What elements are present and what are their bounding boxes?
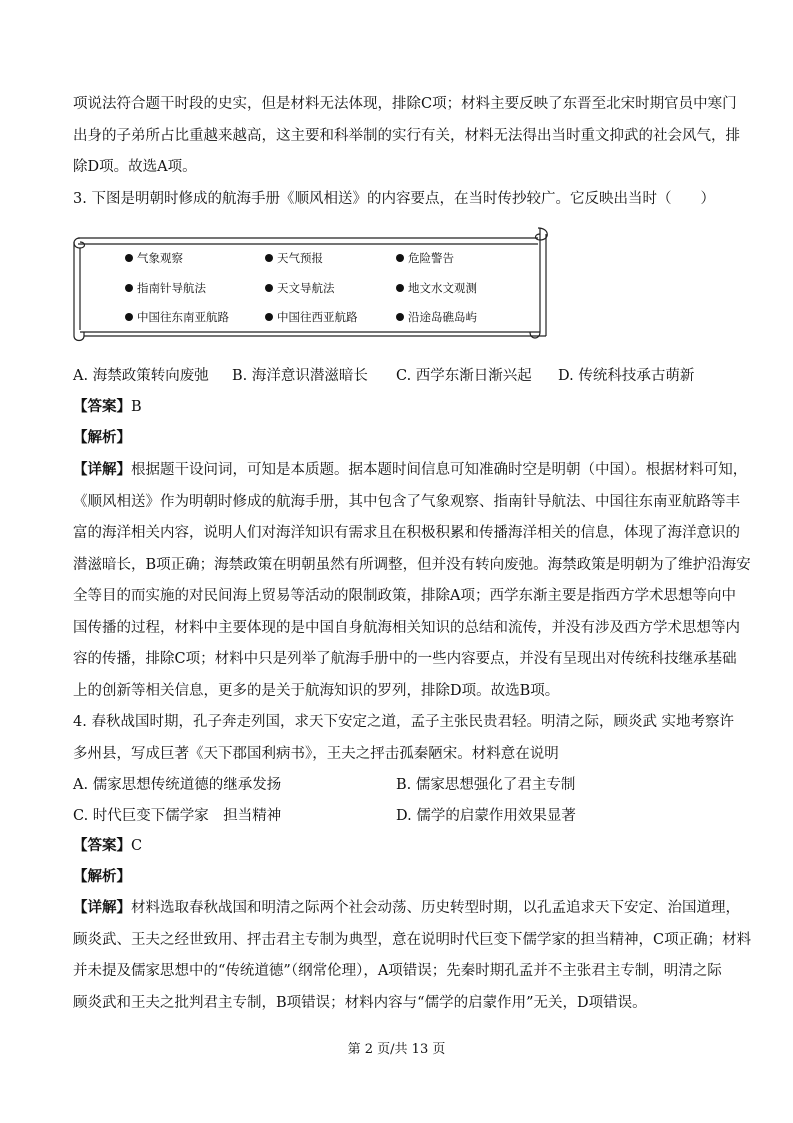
answer-tag: 【答案】 bbox=[73, 399, 131, 415]
intro-line: 项说法符合题干时段的史实，但是材料无法体现，排除C项；材料主要反映了东晋至北宋时期官员中寒门 bbox=[73, 96, 737, 112]
detail-line: 容的传播，排除C项；材料中只是列举了航海手册中的一些内容要点，并没有呈现出对传统科技继承基础 bbox=[73, 651, 737, 667]
intro-line: 除D项。故选A项。 bbox=[73, 159, 197, 175]
answer-value: B bbox=[131, 399, 142, 415]
bullet-icon bbox=[396, 254, 404, 262]
scroll-item: 中国往西亚航路 bbox=[265, 309, 358, 325]
detail-line: 富的海洋相关内容，说明人们对海洋知识有需求且在积极积累和传播海洋相关的信息，体现了海洋意识的 bbox=[73, 525, 740, 541]
detail-line: 潜滋暗长，B项正确；海禁政策在明朝虽然有所调整，但并没有转向废弛。海禁政策是明朝为了维护沿海安 bbox=[73, 557, 751, 573]
detail-tag: 【详解】 bbox=[73, 462, 131, 478]
detail-tag: 【详解】 bbox=[73, 900, 131, 916]
bullet-icon bbox=[396, 313, 404, 321]
detail-line: 上的创新等相关信息，更多的是关于航海知识的罗列，排除D项。故选B项。 bbox=[73, 683, 560, 699]
scroll-item: 气象观察 bbox=[125, 250, 183, 266]
option-c: C. 西学东渐日渐兴起 bbox=[396, 368, 532, 384]
page-footer: 第 2 页/共 13 页 bbox=[347, 1042, 446, 1057]
question-3-stem: 3. 下图是明朝时修成的航海手册《顺风相送》的内容要点，在当时传抄较广。它反映出当时（ ） bbox=[73, 191, 715, 207]
bullet-icon bbox=[125, 254, 133, 262]
detail-line: 【详解】材料选取春秋战国和明清之际两个社会动荡、历史转型时期，以孔孟追求天下安定、治国道理， bbox=[73, 900, 740, 916]
detail-line: 全等目的而实施的对民间海上贸易等活动的限制政策，排除A项；西学东渐主要是指西方学术思想等向中 bbox=[73, 588, 736, 604]
detail-line: 国传播的过程，材料中主要体现的是中国自身航海相关知识的总结和流传，并没有涉及西方学术思想等内 bbox=[73, 620, 740, 636]
detail-line: 并未提及儒家思想中的“传统道德”（纲常伦理），A项错误；先秦时期孔孟并不主张君主专制，明清之际 bbox=[73, 963, 722, 979]
option-b: B. 儒家思想强化了君主专制 bbox=[396, 777, 576, 793]
answer-line bbox=[73, 397, 723, 417]
bullet-icon bbox=[265, 313, 273, 321]
option-a: A. 海禁政策转向废弛 bbox=[73, 368, 209, 384]
scroll-item: 中国往东南亚航路 bbox=[125, 309, 229, 325]
answer-value: C bbox=[131, 838, 143, 854]
answer-tag: 【答案】 bbox=[73, 838, 131, 854]
analysis-tag: 【解析】 bbox=[73, 430, 131, 446]
detail-line: 【详解】根据题干设问词，可知是本质题。据本题时间信息可知准确时空是明朝（中国）。根据材料可知， bbox=[73, 462, 748, 478]
option-a: A. 儒家思想传统道德的继承发扬 bbox=[73, 777, 282, 793]
question-4-stem: 多州县，写成巨著《天下郡国利病书》，王夫之抨击孤秦陋宋。材料意在说明 bbox=[73, 746, 559, 762]
option-d: D. 儒学的启蒙作用效果显著 bbox=[396, 808, 576, 824]
scroll-item: 天文导航法 bbox=[265, 280, 335, 296]
answer-line bbox=[73, 836, 723, 856]
detail-line: 顾炎武、王夫之经世致用、抨击君主专制为典型，意在说明时代巨变下儒学家的担当精神，C项正确；材料 bbox=[73, 932, 752, 948]
option-c: C. 时代巨变下儒学家 担当精神 bbox=[73, 808, 282, 824]
option-d: D. 传统科技承古萌新 bbox=[558, 368, 695, 384]
bullet-icon bbox=[125, 284, 133, 292]
analysis-tag: 【解析】 bbox=[73, 869, 131, 885]
question-4-stem: 4. 春秋战国时期，孔子奔走列国，求天下安定之道，孟子主张民贵君轻。明清之际，顾炎武 实地考察许 bbox=[73, 714, 735, 730]
bullet-icon bbox=[396, 284, 404, 292]
bullet-icon bbox=[125, 313, 133, 321]
bullet-icon bbox=[265, 254, 273, 262]
detail-line: 《顺风相送》作为明朝时修成的航海手册，其中包含了气象观察、指南针导航法、中国往东南亚航路等丰 bbox=[73, 494, 740, 510]
scroll-item: 天气预报 bbox=[265, 250, 323, 266]
scroll-item: 沿途岛礁岛屿 bbox=[396, 309, 477, 325]
bullet-icon bbox=[265, 284, 273, 292]
scroll-item: 地文水文观测 bbox=[396, 280, 477, 296]
scroll-item: 危险警告 bbox=[396, 250, 454, 266]
detail-line: 顾炎武和王夫之批判君主专制，B项错误；材料内容与“儒学的启蒙作用”无关，D项错误。 bbox=[73, 995, 647, 1011]
scroll-item: 指南针导航法 bbox=[125, 280, 206, 296]
option-b: B. 海洋意识潜滋暗长 bbox=[232, 368, 368, 384]
intro-line: 出身的子弟所占比重越来越高，这主要和科举制的实行有关，材料无法得出当时重文抑武的社会风气，排 bbox=[73, 128, 740, 144]
